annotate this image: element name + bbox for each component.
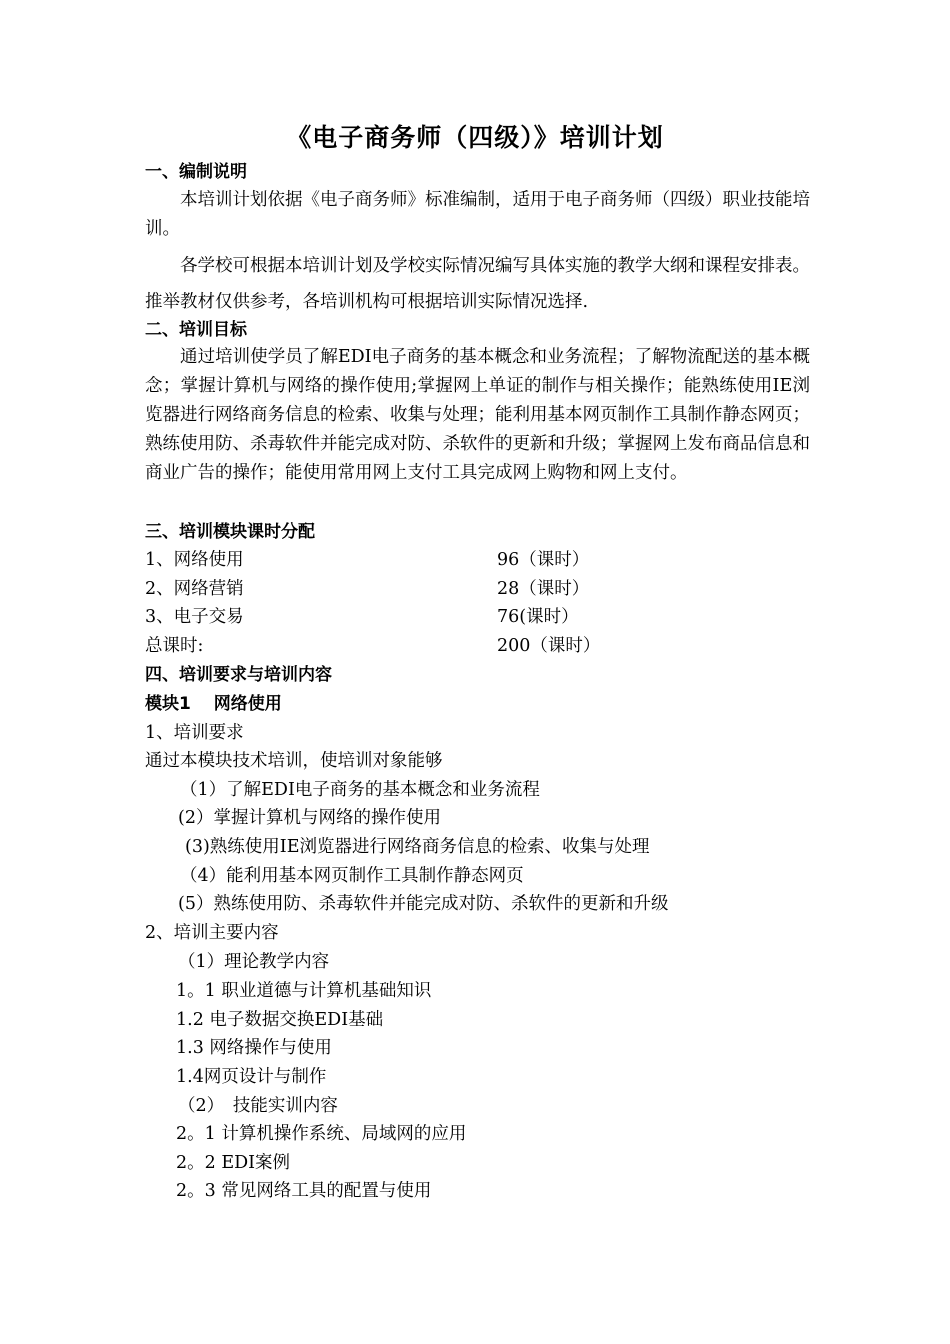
requirement-item: （4）能利用基本网页制作工具制作静态网页 xyxy=(180,866,524,886)
requirement-item: (5）熟练使用防、杀毒软件并能完成对防、杀软件的更新和升级 xyxy=(178,894,669,914)
hours-row-name: 1、网络使用 xyxy=(145,550,244,570)
section-heading-hours: 三、培训模块课时分配 xyxy=(145,522,315,542)
content-heading: 2、培训主要内容 xyxy=(145,923,279,943)
hours-row-name: 3、电子交易 xyxy=(145,607,244,627)
hours-row-value: 28（课时） xyxy=(497,579,590,599)
paragraph-schools-text: 各学校可根据本培训计划及学校实际情况编写具体实施的教学大纲和课程安排表。推举教材仅供参考，各培训机构可根据培训实际情况选择. xyxy=(145,256,810,312)
paragraph-schools xyxy=(145,248,810,320)
hours-row-value: 96（课时） xyxy=(497,550,590,570)
requirements-heading: 1、培训要求 xyxy=(145,723,244,743)
hours-row-name: 2、网络营销 xyxy=(145,579,244,599)
skill-item: 2。1 计算机操作系统、局域网的应用 xyxy=(176,1124,467,1144)
requirement-item: (2）掌握计算机与网络的操作使用 xyxy=(178,808,441,828)
requirement-item: (3)熟练使用IE浏览器进行网络商务信息的检索、收集与处理 xyxy=(185,837,650,857)
theory-item: 1.2 电子数据交换EDI基础 xyxy=(176,1010,384,1030)
theory-item: 1.4网页设计与制作 xyxy=(176,1067,327,1087)
theory-item: 1.3 网络操作与使用 xyxy=(176,1038,332,1058)
hours-row-value: 200（课时） xyxy=(497,636,601,656)
paragraph-basis-text: 本培训计划依据《电子商务师》标准编制，适用于电子商务师（四级）职业技能培训。 xyxy=(145,190,810,239)
requirement-item: （1）了解EDI电子商务的基本概念和业务流程 xyxy=(180,780,540,800)
section-heading-requirements: 四、培训要求与培训内容 xyxy=(145,665,332,685)
hours-row-value: 76(课时） xyxy=(497,607,579,627)
paragraph-goals xyxy=(145,343,810,488)
paragraph-basis xyxy=(145,186,810,244)
skill-item: 2。2 EDI案例 xyxy=(176,1153,291,1173)
section-heading-compilation: 一、编制说明 xyxy=(145,162,247,182)
requirements-intro: 通过本模块技术培训，使培训对象能够 xyxy=(145,751,443,771)
skill-item: 2。3 常见网络工具的配置与使用 xyxy=(176,1181,432,1201)
skill-heading: （2） 技能实训内容 xyxy=(178,1096,338,1116)
module-heading: 模块1 网络使用 xyxy=(145,694,282,714)
hours-row-name: 总课时: xyxy=(145,636,204,656)
paragraph-goals-text: 通过培训使学员了解EDI电子商务的基本概念和业务流程；了解物流配送的基本概念；掌握计算机与网络的操作使用;掌握网上单证的制作与相关操作；能熟练使用IE浏览器进行网络商务信息的检索、收集与处理；能利用基本网页制作工具制作静态网页；熟练使用防、杀毒软件并能完成对防、杀软件的更新和升级；掌握网上发布商品信息和商业广告的操作；能使用常用网上支付工具完成网上购物和网上支付。 xyxy=(145,347,810,483)
document-title: 《电子商务师（四级）》培训计划 xyxy=(286,123,664,152)
section-heading-goals: 二、培训目标 xyxy=(145,320,247,340)
theory-heading: （1）理论教学内容 xyxy=(178,952,330,972)
theory-item: 1。1 职业道德与计算机基础知识 xyxy=(176,981,432,1001)
